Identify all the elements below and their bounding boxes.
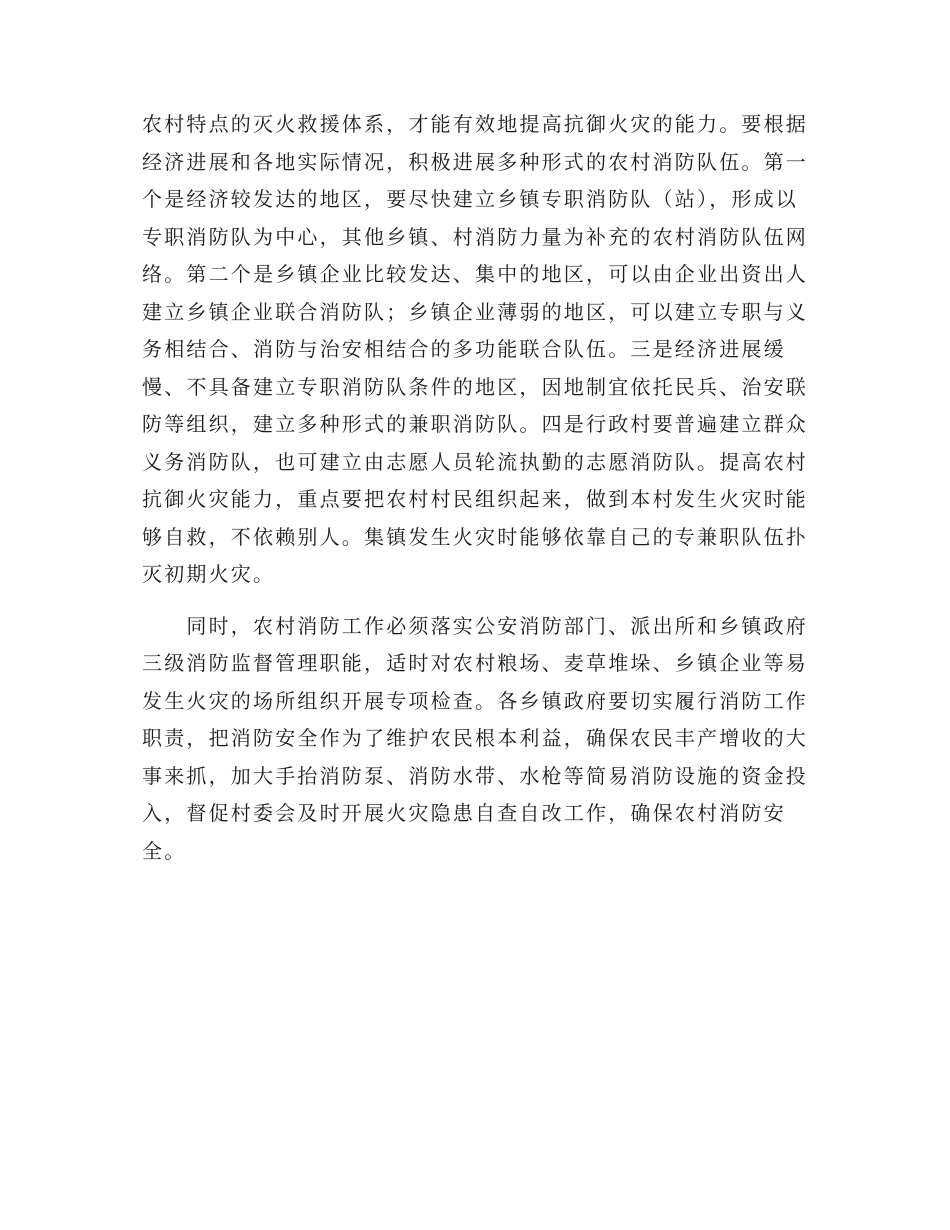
paragraph-spacer (142, 594, 808, 608)
paragraph-2 (142, 608, 808, 871)
text-line: 个是经济较发达的地区，要尽快建立乡镇专职消防队（站），形成以 (142, 187, 798, 211)
text-line: 专职消防队为中心，其他乡镇、村消防力量为补充的农村消防队伍网 (142, 224, 808, 249)
text-line: 务相结合、消防与治安相结合的多功能联合队伍。三是经济进展缓 (142, 337, 786, 361)
text-line: 建立乡镇企业联合消防队；乡镇企业薄弱的地区，可以建立专职与义 (142, 299, 808, 324)
text-line: 抗御火灾能力，重点要把农村村民组织起来，做到本村发生火灾时能 (142, 487, 808, 511)
text-line: 职责，把消防安全作为了维护农民根本利益，确保农民丰产增收的大 (142, 726, 808, 750)
text-line: 络。第二个是乡镇企业比较发达、集中的地区，可以由企业出资出人 (142, 262, 808, 286)
text-line: 灭初期火灾。 (142, 562, 276, 586)
text-line: 慢、不具备建立专职消防队条件的地区，因地制宜依托民兵、治安联 (142, 374, 808, 399)
text-line: 全。 (142, 838, 187, 863)
text-line: 够自救，不依赖别人。集镇发生火灾时能够依靠自己的专兼职队伍扑 (142, 524, 808, 549)
text-line: 义务消防队，也可建立由志愿人员轮流执勤的志愿消防队。提高农村 (142, 449, 808, 474)
text-line: 三级消防监督管理职能，适时对农村粮场、麦草堆垛、乡镇企业等易 (142, 651, 808, 675)
text-line: 入，督促村委会及时开展火灾隐患自查自改工作，确保农村消防安 (142, 801, 786, 825)
text-line: 事来抓，加大手抬消防泵、消防水带、水枪等简易消防设施的资金投 (142, 763, 808, 788)
text-line: 防等组织，建立多种形式的兼职消防队。四是行政村要普遍建立群众 (142, 412, 808, 436)
text-line: 农村特点的灭火救援体系，才能有效地提高抗御火灾的能力。要根据 (142, 112, 808, 136)
text-line: 经济进展和各地实际情况，积极进展多种形式的农村消防队伍。第一 (142, 149, 808, 174)
paragraph-1 (142, 106, 808, 594)
text-line: 同时，农村消防工作必须落实公安消防部门、派出所和乡镇政府 (142, 613, 808, 638)
text-line: 发生火灾的场所组织开展专项检查。各乡镇政府要切实履行消防工作 (142, 688, 808, 713)
document-body (142, 106, 808, 870)
